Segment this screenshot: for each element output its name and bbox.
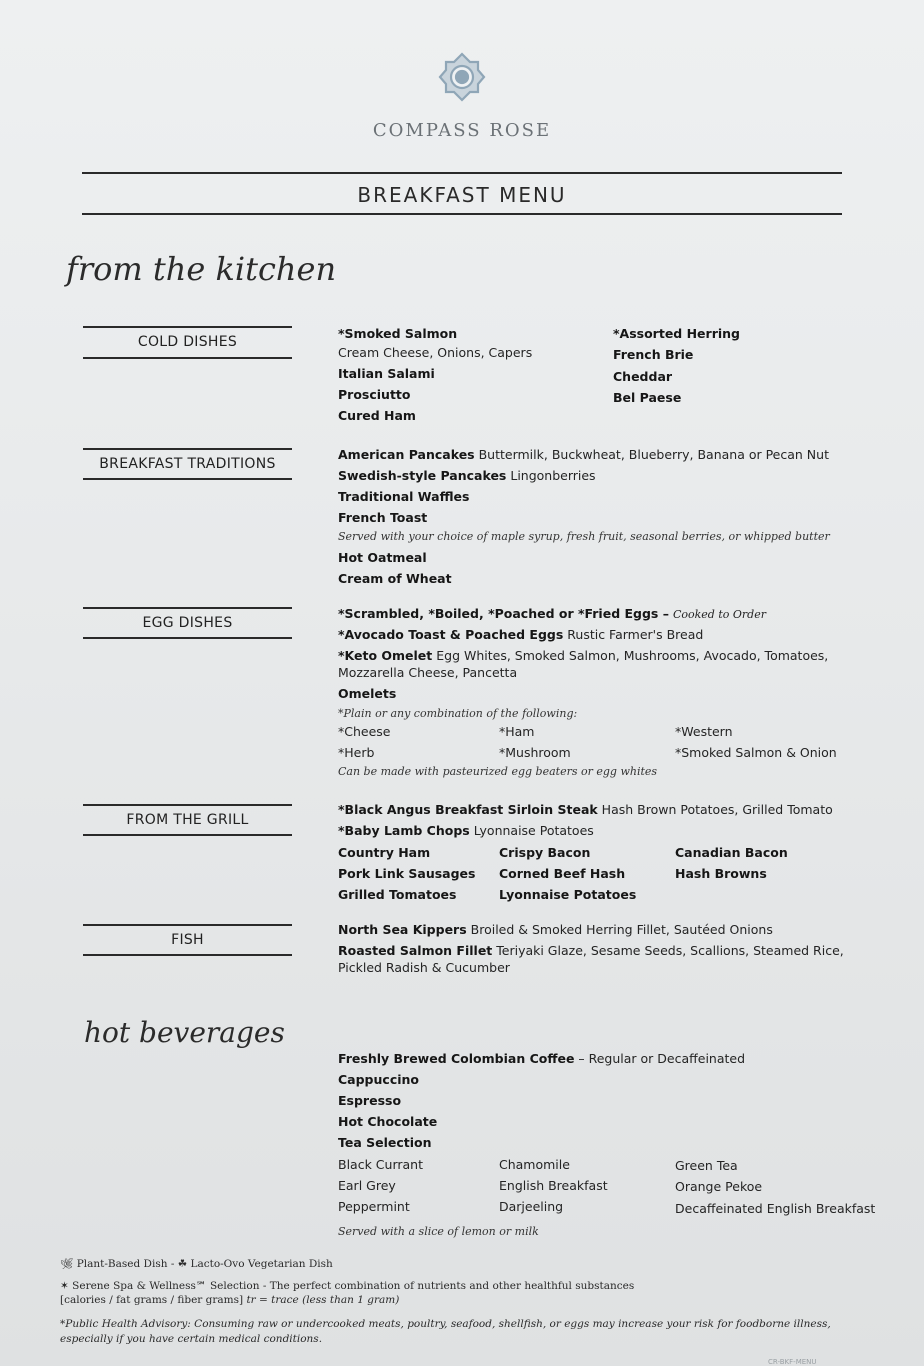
tea-item: Orange Pekoe xyxy=(675,1179,763,1194)
menu-item: *Keto Omelet Egg Whites, Smoked Salmon, Mushrooms, Avocado, Tomatoes, xyxy=(338,648,829,663)
menu-item: Cheddar xyxy=(613,369,673,384)
menu-item: Grilled Tomatoes xyxy=(338,887,457,902)
omelet-option: *Mushroom xyxy=(499,745,571,760)
menu-item: Tea Selection xyxy=(338,1135,432,1150)
menu-item: *Avocado Toast & Poached Eggs Rustic Farmer's Bread xyxy=(338,627,704,642)
menu-item: Italian Salami xyxy=(338,366,435,381)
menu-item: *Black Angus Breakfast Sirloin Steak Hash Brown Potatoes, Grilled Tomato xyxy=(338,802,833,817)
title-rule-top xyxy=(82,172,842,174)
fish-rule-top xyxy=(83,924,292,926)
menu-item: Crispy Bacon xyxy=(499,845,591,860)
traditions-rule-top xyxy=(83,448,292,450)
leaf-icon: 🌿︎ xyxy=(60,1258,74,1270)
omelet-option: *Western xyxy=(675,724,733,739)
menu-title: BREAKFAST MENU xyxy=(357,183,567,207)
tea-item: English Breakfast xyxy=(499,1178,608,1193)
category-from-the-grill: FROM THE GRILL xyxy=(126,812,249,828)
menu-item: *Assorted Herring xyxy=(613,326,740,341)
menu-item: *Scrambled, *Boiled, *Poached or *Fried Eggs – Cooked to Order xyxy=(338,606,766,621)
tea-item: Darjeeling xyxy=(499,1199,564,1214)
fish-rule-bottom xyxy=(83,954,292,956)
tea-note: Served with a slice of lemon or milk xyxy=(338,1225,539,1238)
grill-rule-bottom xyxy=(83,834,292,836)
from-the-kitchen-script: from the kitchen xyxy=(66,250,337,288)
menu-item: Cappuccino xyxy=(338,1072,419,1087)
menu-item: Traditional Waffles xyxy=(338,489,470,504)
category-cold-dishes: COLD DISHES xyxy=(137,334,238,350)
cold-rule-bottom xyxy=(83,357,292,359)
menu-item: French Toast xyxy=(338,510,428,525)
menu-item: Pork Link Sausages xyxy=(338,866,476,881)
advisory-line-2: especially if you have certain medical conditions. xyxy=(60,1333,323,1345)
menu-item: Cream of Wheat xyxy=(338,571,452,586)
menu-item: Bel Paese xyxy=(613,390,682,405)
title-rule-bottom xyxy=(82,213,842,215)
tea-item: Peppermint xyxy=(338,1199,410,1214)
egg-rule-bottom xyxy=(83,637,292,639)
category-fish: FISH xyxy=(171,932,204,948)
omelet-option: *Smoked Salmon & Onion xyxy=(675,745,837,760)
menu-item: Hash Browns xyxy=(675,866,767,881)
legend-line: 🌿︎ Plant-Based Dish - ☘ Lacto-Ovo Vegetarian Dish xyxy=(60,1258,333,1270)
advisory-line-1: *Public Health Advisory: Consuming raw or undercooked meats, poultry, seafood, shellfish, or eggs may increase your risk for foodborne illness, xyxy=(60,1318,831,1330)
tea-item: Chamomile xyxy=(499,1157,570,1172)
menu-item: *Baby Lamb Chops Lyonnaise Potatoes xyxy=(338,823,594,838)
menu-item: Hot Chocolate xyxy=(338,1114,438,1129)
tea-item: Earl Grey xyxy=(338,1178,396,1193)
menu-item: Hot Oatmeal xyxy=(338,550,427,565)
menu-item: *Smoked Salmon xyxy=(338,326,458,341)
corner-code: CR-BKF-MENU xyxy=(768,1358,817,1366)
compass-rose-logo-icon xyxy=(438,52,486,102)
omelet-option: *Ham xyxy=(499,724,535,739)
omelet-option: *Herb xyxy=(338,745,375,760)
traditions-rule-bottom xyxy=(83,478,292,480)
menu-item: Lyonnaise Potatoes xyxy=(499,887,637,902)
lacto-ovo-icon: ☘ xyxy=(177,1258,188,1270)
menu-item: Omelets xyxy=(338,686,397,701)
menu-item: Espresso xyxy=(338,1093,402,1108)
brand-name: COMPASS ROSE xyxy=(372,120,552,141)
omelet-note: *Plain or any combination of the following: xyxy=(338,707,578,720)
spa-icon: ✶ xyxy=(60,1280,69,1292)
grill-rule-top xyxy=(83,804,292,806)
served-with-note: Served with your choice of maple syrup, fresh fruit, seasonal berries, or whipped butter xyxy=(338,530,830,543)
category-breakfast-traditions: BREAKFAST TRADITIONS xyxy=(99,456,276,472)
menu-item-desc: Cream Cheese, Onions, Capers xyxy=(338,345,533,360)
menu-item: Country Ham xyxy=(338,845,431,860)
menu-item: Freshly Brewed Colombian Coffee – Regular or Decaffeinated xyxy=(338,1051,746,1066)
tea-item: Black Currant xyxy=(338,1157,423,1172)
menu-item: Cured Ham xyxy=(338,408,416,423)
menu-item: North Sea Kippers Broiled & Smoked Herring Fillet, Sautéed Onions xyxy=(338,922,773,937)
menu-item: Roasted Salmon Fillet Teriyaki Glaze, Sesame Seeds, Scallions, Steamed Rice, xyxy=(338,943,844,958)
category-egg-dishes: EGG DISHES xyxy=(142,615,233,631)
menu-item: Prosciutto xyxy=(338,387,411,402)
egg-beaters-note: Can be made with pasteurized egg beaters or egg whites xyxy=(338,765,658,778)
menu-item: Swedish-style Pancakes Lingonberries xyxy=(338,468,596,483)
menu-item-desc: Mozzarella Cheese, Pancetta xyxy=(338,665,518,680)
cold-rule-top xyxy=(83,326,292,328)
egg-rule-top xyxy=(83,607,292,609)
menu-item: Corned Beef Hash xyxy=(499,866,626,881)
omelet-option: *Cheese xyxy=(338,724,391,739)
nutrition-legend: [calories / fat grams / fiber grams] tr = trace (less than 1 gram) xyxy=(60,1294,400,1306)
spa-line: ✶ Serene Spa & Wellness℠ Selection - The perfect combination of nutrients and other healthful substances xyxy=(60,1280,635,1292)
menu-item: French Brie xyxy=(613,347,694,362)
tea-item: Green Tea xyxy=(675,1158,738,1173)
menu-item: American Pancakes Buttermilk, Buckwheat, Blueberry, Banana or Pecan Nut xyxy=(338,447,829,462)
tea-item: Decaffeinated English Breakfast xyxy=(675,1201,876,1216)
menu-item-desc: Pickled Radish & Cucumber xyxy=(338,960,510,975)
menu-item: Canadian Bacon xyxy=(675,845,788,860)
hot-beverages-script: hot beverages xyxy=(84,1016,285,1049)
